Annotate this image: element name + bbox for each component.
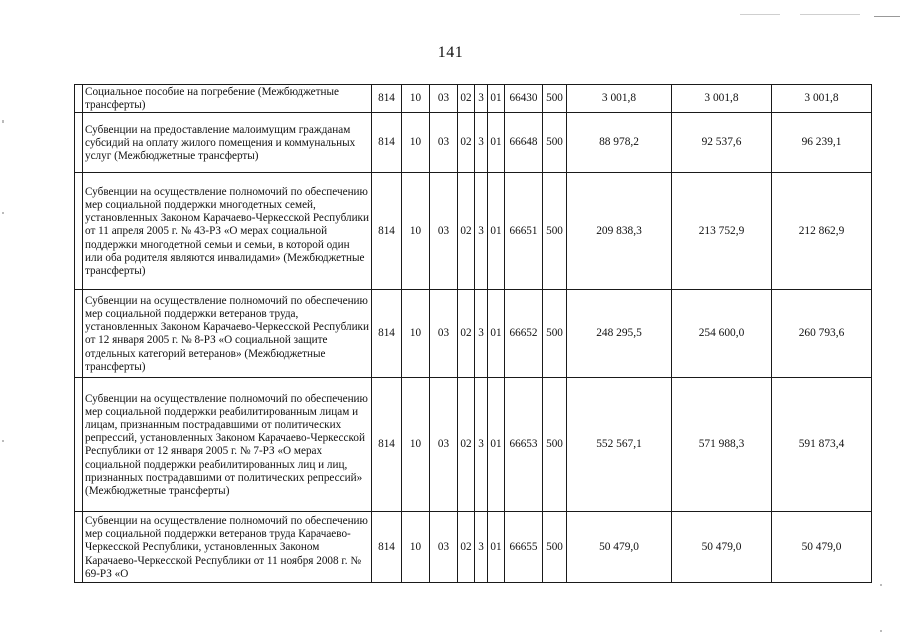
code-subsection: 03 (430, 290, 458, 378)
code-section: 10 (402, 113, 430, 173)
table-row (75, 290, 872, 378)
code-subprogram: 3 (475, 290, 488, 378)
row-name: Социальное пособие на погребение (Межбюджетные трансферты) (83, 85, 372, 113)
code-section: 10 (402, 512, 430, 583)
amount-year-1: 248 295,5 (567, 290, 672, 378)
amount-year-1: 50 479,0 (567, 512, 672, 583)
amount-year-3: 212 862,9 (772, 173, 872, 290)
code-program: 02 (458, 85, 475, 113)
row-gutter (75, 85, 83, 113)
row-gutter (75, 173, 83, 290)
page-number: 141 (437, 44, 464, 61)
table-row (75, 378, 872, 512)
code-target: 66651 (505, 173, 543, 290)
code-expense-type: 500 (543, 378, 567, 512)
amount-year-2: 254 600,0 (672, 290, 772, 378)
table-row (75, 512, 872, 583)
code-measure: 01 (488, 173, 505, 290)
scan-artifact-dot (2, 120, 4, 123)
scan-artifact-dot (880, 584, 882, 586)
code-target: 66653 (505, 378, 543, 512)
code-program: 02 (458, 290, 475, 378)
code-subprogram: 3 (475, 512, 488, 583)
code-ministry: 814 (372, 85, 402, 113)
code-measure: 01 (488, 113, 505, 173)
code-program: 02 (458, 173, 475, 290)
code-measure: 01 (488, 378, 505, 512)
code-ministry: 814 (372, 512, 402, 583)
code-measure: 01 (488, 85, 505, 113)
row-name: Субвенции на предоставление малоимущим гражданам субсидий на оплату жилого помещения и коммунальных услуг (Межбюджетные трансферты) (83, 113, 372, 173)
amount-year-2: 571 988,3 (672, 378, 772, 512)
code-subprogram: 3 (475, 378, 488, 512)
table-row (75, 173, 872, 290)
table-row (75, 113, 872, 173)
table-row (75, 85, 872, 113)
scan-artifact-line (800, 14, 860, 15)
code-expense-type: 500 (543, 113, 567, 173)
code-ministry: 814 (372, 290, 402, 378)
code-program: 02 (458, 378, 475, 512)
code-subprogram: 3 (475, 85, 488, 113)
code-ministry: 814 (372, 113, 402, 173)
code-subprogram: 3 (475, 173, 488, 290)
code-measure: 01 (488, 290, 505, 378)
amount-year-2: 213 752,9 (672, 173, 772, 290)
amount-year-1: 3 001,8 (567, 85, 672, 113)
row-name: Субвенции на осуществление полномочий по обеспечению мер социальной поддержки ветеранов труда, установленных Законом Карачаево-Черкесской Республики от 12 января 2005 г. № 8-РЗ «О социальной защите отдельных категорий ветеранов» (Межбюджетные трансферты) (83, 290, 372, 378)
row-name: Субвенции на осуществление полномочий по обеспечению мер социальной поддержки многодетных семей, установленных Законом Карачаево-Черкесской Республики от 11 апреля 2005 г. № 43-РЗ «О мерах социальной поддержки многодетной семьи и семьи, в которой один или оба родителя являются инвалидами» (Межбюджетные трансферты) (83, 173, 372, 290)
scan-artifact-dot (2, 212, 4, 214)
code-program: 02 (458, 512, 475, 583)
amount-year-1: 552 567,1 (567, 378, 672, 512)
code-target: 66655 (505, 512, 543, 583)
code-subsection: 03 (430, 113, 458, 173)
scan-artifact-dot (2, 440, 4, 442)
amount-year-2: 92 537,6 (672, 113, 772, 173)
code-measure: 01 (488, 512, 505, 583)
code-subsection: 03 (430, 173, 458, 290)
code-ministry: 814 (372, 173, 402, 290)
code-ministry: 814 (372, 378, 402, 512)
code-section: 10 (402, 173, 430, 290)
row-name: Субвенции на осуществление полномочий по обеспечению мер социальной поддержки ветеранов труда Карачаево-Черкесской Республики, установленных Законом Карачаево-Черкесской Республики от 11 ноября 2008 г. № 69-РЗ «О (83, 512, 372, 583)
amount-year-2: 50 479,0 (672, 512, 772, 583)
amount-year-3: 3 001,8 (772, 85, 872, 113)
budget-table (74, 84, 872, 583)
amount-year-3: 260 793,6 (772, 290, 872, 378)
amount-year-3: 96 239,1 (772, 113, 872, 173)
code-subsection: 03 (430, 512, 458, 583)
code-section: 10 (402, 378, 430, 512)
code-expense-type: 500 (543, 85, 567, 113)
amount-year-1: 209 838,3 (567, 173, 672, 290)
code-target: 66652 (505, 290, 543, 378)
code-expense-type: 500 (543, 173, 567, 290)
scan-artifact-dot (880, 630, 882, 632)
amount-year-3: 50 479,0 (772, 512, 872, 583)
amount-year-2: 3 001,8 (672, 85, 772, 113)
scan-artifact-line (874, 16, 900, 17)
row-gutter (75, 290, 83, 378)
code-subprogram: 3 (475, 113, 488, 173)
code-section: 10 (402, 290, 430, 378)
code-subsection: 03 (430, 378, 458, 512)
amount-year-3: 591 873,4 (772, 378, 872, 512)
code-target: 66430 (505, 85, 543, 113)
code-expense-type: 500 (543, 290, 567, 378)
code-expense-type: 500 (543, 512, 567, 583)
amount-year-1: 88 978,2 (567, 113, 672, 173)
code-subsection: 03 (430, 85, 458, 113)
row-gutter (75, 113, 83, 173)
code-program: 02 (458, 113, 475, 173)
scan-artifact-line (740, 14, 780, 15)
row-gutter (75, 512, 83, 583)
row-gutter (75, 378, 83, 512)
row-name: Субвенции на осуществление полномочий по обеспечению мер социальной поддержки реабилитированным лицам и лицам, признанным пострадавшими от политических репрессий, установленных Законом Карачаево-Черкесской Республики от 12 января 2005 г. № 7-РЗ «О мерах социальной поддержки реабилитированных лиц и лиц, признанных пострадавшими от политических репрессий» (Межбюджетные трансферты) (83, 378, 372, 512)
code-section: 10 (402, 85, 430, 113)
code-target: 66648 (505, 113, 543, 173)
